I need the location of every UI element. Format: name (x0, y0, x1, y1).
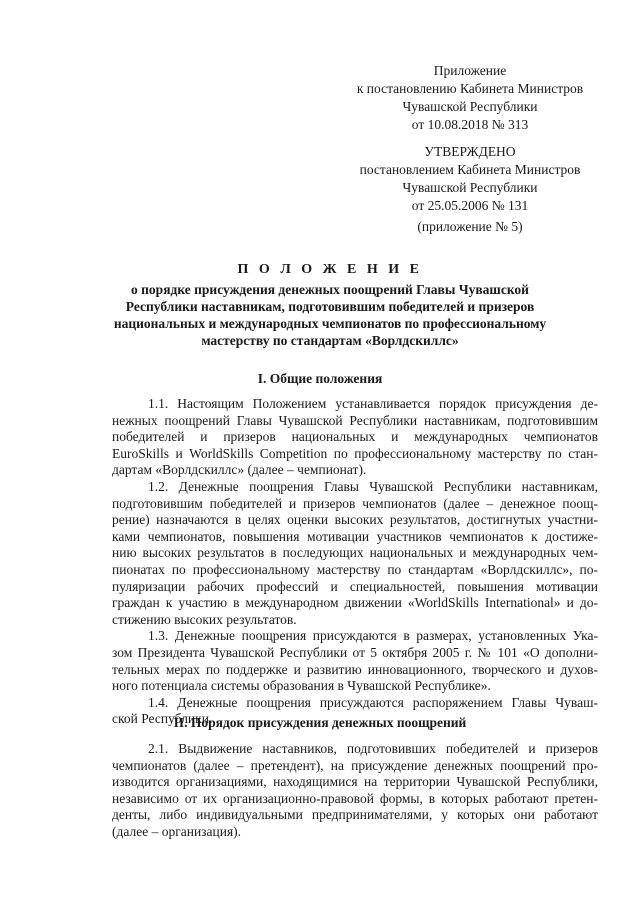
title-heading: П О Л О Ж Е Н И Е (237, 262, 423, 277)
section-1-body (112, 396, 598, 728)
appendix-reference: к постановлению Кабинета Министров (356, 81, 584, 96)
text-line: (далее – организация). (112, 823, 242, 839)
title-line: национальных и международных чемпионатов по профессиональному (113, 316, 547, 331)
approval-reference: постановлением Кабинета Министров (359, 162, 581, 177)
approval-republic: Чувашской Республики (402, 180, 538, 195)
text-line: нию высоких результатов в последующих национальных и международных чем- (112, 545, 598, 561)
text-line: ской Республики. (112, 711, 213, 727)
text-line: чемпионатов (далее – претендент), на присуждение денежных поощрений про- (112, 757, 598, 773)
text-line: изводится организациями, находящимися на территории Чувашской Республики, (112, 774, 598, 790)
text-line: дартам «Ворлдскиллс» (далее – чемпионат). (112, 462, 367, 478)
text-line: независимо от их организационно-правовой формы, в которых работают претен- (112, 790, 598, 806)
appendix-republic: Чувашской Республики (402, 99, 538, 114)
appendix-block (330, 62, 610, 134)
text-line: зом Президента Чувашской Республики от 5 октября 2005 г. № 101 «О дополни- (112, 644, 598, 660)
text-line: стижению высоких результатов. (112, 611, 297, 627)
section-1-heading: I. Общие положения (257, 371, 383, 386)
title-line: мастерству по стандартам «Ворлдскиллс» (201, 333, 459, 348)
text-line: тельных мерах по поддержке и развитию инновационного, творческого и духов- (112, 661, 598, 677)
text-line: подготовившим победителей и призеров чемпионатов (далее – денежное поощ- (112, 495, 598, 511)
text-line: граждан к участию в международном движении «WorldSkills International» и до- (112, 595, 598, 611)
approval-label: УТВЕРЖДЕНО (424, 144, 516, 159)
appendix-number: (приложение № 5) (417, 219, 523, 234)
text-line: победителей и призеров национальных и международных чемпионатов (112, 429, 598, 445)
approval-date-number: от 25.05.2006 № 131 (411, 198, 529, 213)
text-line: пуляризации рабочих профессий и специальностей, повышения мотивации (112, 578, 598, 594)
text-line: 1.1. Настоящим Положением устанавливается порядок присуждения де- (148, 396, 598, 411)
text-line: ного потенциала системы образования в Чувашской Республике». (112, 678, 491, 694)
text-line: EuroSkills и WorldSkills Competition по профессиональному мастерству по стан- (112, 445, 598, 461)
text-line: 1.4. Денежные поощрения присуждаются распоряжением Главы Чуваш- (148, 694, 598, 710)
text-line: ками чемпионатов, повышения мотивации участников чемпионатов к достиже- (112, 528, 598, 544)
text-line: 1.2. Денежные поощрения Главы Чувашской Республики наставникам, (148, 478, 598, 494)
appendix-date-number: от 10.08.2018 № 313 (411, 117, 529, 132)
text-line: нежных поощрений Главы Чувашской Республики наставникам, подготовившим (112, 412, 598, 428)
title-line: Республики наставникам, подготовившим победителей и призеров (125, 299, 535, 314)
section-2-heading: II. Порядок присуждения денежных поощрений (173, 715, 467, 730)
text-line: пионатах по профессиональному мастерству по стандартам «Ворлдскиллс», по- (112, 561, 598, 577)
text-line: рение) назначаются в целях оценки высоких результатов, достигнутых участни- (112, 512, 598, 528)
text-line: 2.1. Выдвижение наставников, подготовивших победителей и призеров (148, 741, 598, 756)
appendix-label: Приложение (433, 63, 507, 78)
text-line: 1.3. Денежные поощрения присуждаются в размерах, установленных Ука- (148, 628, 598, 644)
section-2-body (112, 741, 598, 841)
appendix-number-block (330, 218, 610, 236)
title-line: о порядке присуждения денежных поощрений Главы Чувашской (131, 282, 529, 297)
approval-block (330, 143, 610, 215)
document-title (100, 259, 560, 349)
text-line: денты, либо индивидуальными предпринимателями, у которых они работают (112, 807, 598, 823)
